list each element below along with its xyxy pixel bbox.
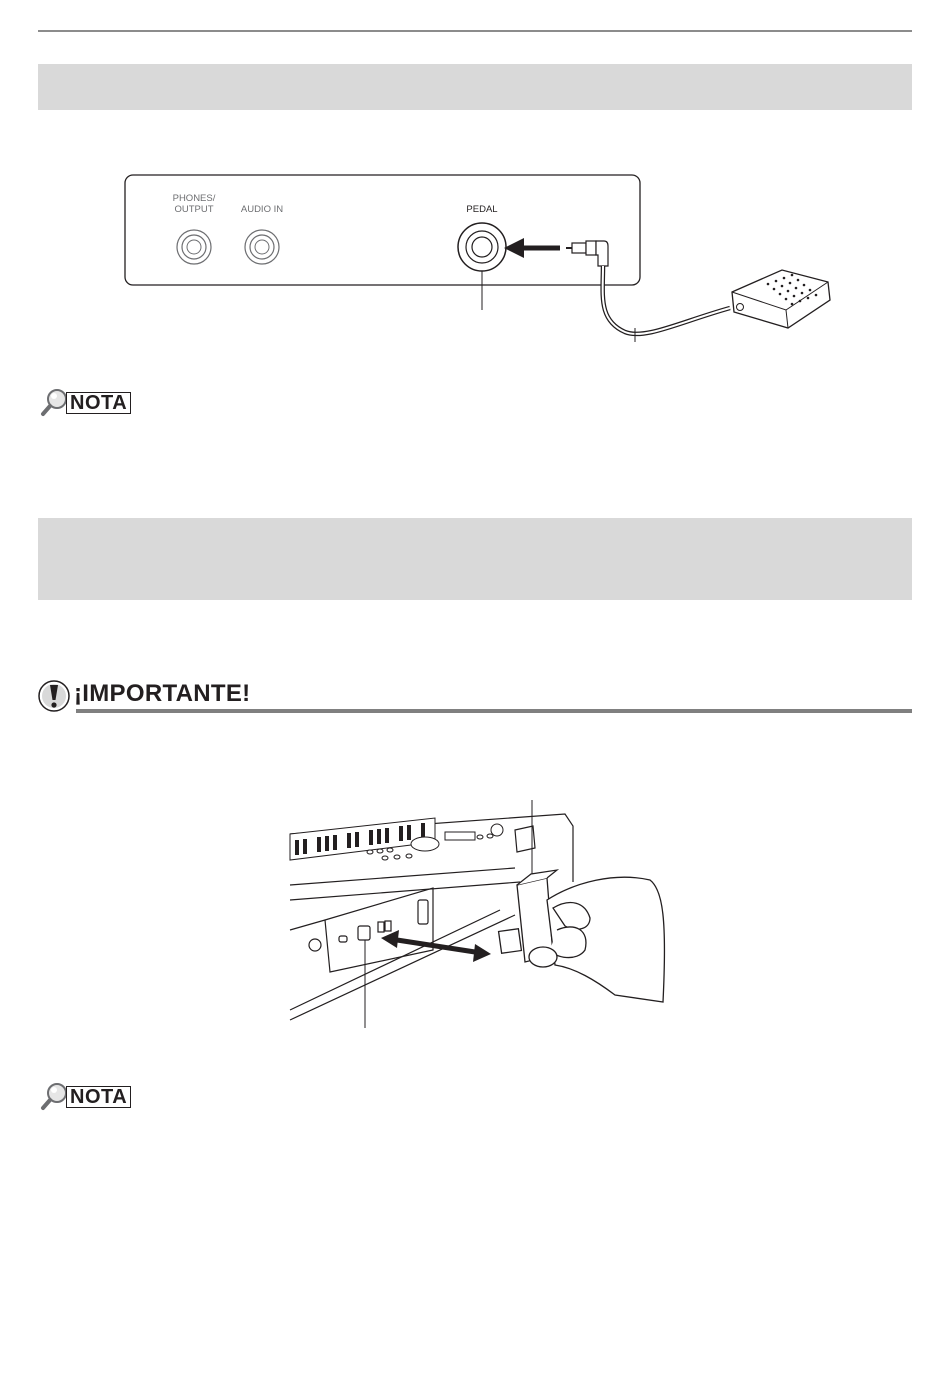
section-header-band-2 <box>38 518 912 600</box>
phones-jack-icon <box>177 230 211 264</box>
section-header-band-1 <box>38 64 912 110</box>
pedal-connection-diagram <box>120 170 840 355</box>
top-rule <box>38 30 912 32</box>
nota-label-2: NOTA <box>66 1086 131 1108</box>
nota-badge-2 <box>40 1082 131 1112</box>
usb-adapter-diagram <box>285 790 670 1030</box>
nota-label-1: NOTA <box>66 392 131 414</box>
phones-label-line2: OUTPUT <box>174 204 214 215</box>
pedal-label: PEDAL <box>466 204 498 215</box>
sustain-pedal-icon <box>732 270 830 328</box>
keyboard-rear-panel <box>325 888 433 972</box>
keyboard-back-panel <box>125 175 640 285</box>
piano-keys <box>290 818 435 860</box>
important-rule <box>76 709 912 713</box>
nota-badge-1 <box>40 388 131 418</box>
phones-label-line1: PHONES/ <box>172 193 216 204</box>
audio-in-jack-icon <box>245 230 279 264</box>
important-title: ¡IMPORTANTE! <box>74 680 251 707</box>
pedal-jack-icon <box>458 223 506 271</box>
usb-port-icon <box>358 926 370 940</box>
exclamation-icon <box>38 678 72 714</box>
important-heading <box>38 678 912 714</box>
audio-in-label: AUDIO IN <box>240 204 284 215</box>
